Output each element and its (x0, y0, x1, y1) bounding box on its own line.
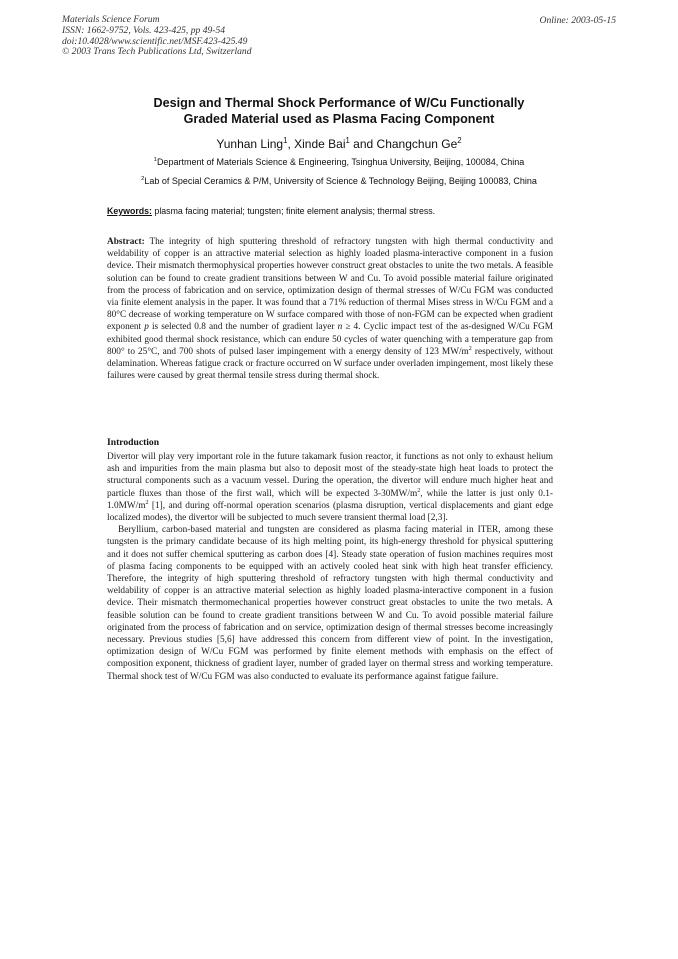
title-line-2: Graded Material used as Plasma Facing Component (183, 111, 495, 126)
affiliation-1-marker: 1 (153, 157, 157, 163)
author-2: Xinde Bai (294, 137, 346, 151)
intro-paragraph-1 (107, 451, 553, 524)
doi-line[interactable]: doi:10.4028/www.scientific.net/MSF.423-425.49 (62, 35, 248, 47)
author-1-affil: 1 (283, 136, 288, 145)
author-3-affil: 2 (457, 136, 462, 145)
intro-paragraph-2: Beryllium, carbon-based material and tungsten are considered as plasma facing material in ITER, among these tungsten is the primary candidate because of its high melting point, its high-energy threshold for physical sputtering and it does not suffer chemical sputtering as carbon does [4]. Steady state operation of fusion machines requires most of plasma facing components to be equipped with an actively cooled heat sink with high heat transfer efficiency. Therefore, the integrity of high sputtering threshold of refractory tungsten with high thermal conductivity and weldability of copper is an attractive material selection as highly loaded plasma-interactive component in a fusion device. Their mismatch thermomechanical properties however construct great obstacles to unite the two metals. A feasible solution can be found to create gradient transitions between W and Cu. To avoid possible material failure originated from the process of fabrication and on service, optimization design of thermal stresses become increasingly necessary. Previous studies [5,6] have addressed this concern from different view of point. In the investigation, optimization design of W/Cu FGM was performed by finite element methods with emphasis on the effect of composition exponent, thickness of gradient layer, number of graded layer on thermal stress and working temperature. Thermal shock test of W/Cu FGM was also conducted to evaluate its performance against fatigue failure. (107, 525, 553, 682)
issn-line: ISSN: 1662-9752, Vols. 423-425, pp 49-54 (62, 24, 226, 36)
journal-name: Materials Science Forum (62, 14, 160, 25)
author-list (100, 137, 578, 151)
keywords-text: plasma facing material; tungsten; finite element analysis; thermal stress. (151, 206, 436, 216)
abstract-label: Abstract: (107, 237, 145, 247)
copyright-line: © 2003 Trans Tech Publications Ltd, Switzerland (62, 46, 252, 58)
author-separator-1: , (287, 137, 295, 151)
keywords (107, 206, 435, 216)
affiliation-2-marker: 2 (141, 176, 145, 182)
author-1: Yunhan Ling (216, 137, 284, 151)
title-line-1: Design and Thermal Shock Performance of W/Cu Functionally (153, 96, 525, 110)
abstract-text-2: is selected 0.8 and the number of gradient layer (148, 322, 338, 333)
affiliation-2-text: Lab of Special Ceramics & P/M, University of Science & Technology Beijing, Beijing 100083, China (144, 176, 537, 186)
online-date: Online: 2003-05-15 (539, 15, 616, 26)
author-separator-2: and (349, 137, 377, 151)
intro-p1-text-a: Divertor will play very important role in the future takamark fusion reactor, it functions as not only to exhaust helium ash and impurities from the main plasma but also to deposit most of the steady-state high heat loads to protect the structural components such as a vacuum vessel. During the operation, the divertor will endure much higher heat and particle fluxes than those of the first wall, which will be expected 3-30MW/m (107, 452, 553, 499)
abstract (107, 236, 553, 382)
author-2-affil: 1 (345, 136, 350, 145)
paper-title (100, 96, 578, 127)
abstract-text-3: ≥ 4. Cyclic impact test of the as-designed W/Cu FGM exhibited good thermal shock resistance, which can endure 50 cycles of water quenching with a temperature gap from 800° to 25°C, and 700 shots of pulsed laser impingement with a energy density of 123 MW/m (107, 322, 553, 357)
affiliation-1 (90, 157, 588, 167)
intro-p1-sup-1: 2 (417, 487, 421, 494)
introduction-body (107, 451, 553, 683)
section-heading-introduction: Introduction (107, 437, 160, 448)
abstract-text-4: respectively, without delamination. Whereas fatigue crack or fracture occurred on W surface under overladen impingement, most likely these failures were caused by great thermal tensile stress during thermal shock. (107, 346, 553, 382)
abstract-sup: 2 (468, 345, 472, 352)
intro-p1-text-b: , while the latter is just only 0.1-1.0MW/m (107, 488, 553, 511)
abstract-var-p: p (144, 322, 149, 333)
journal-header (62, 15, 252, 58)
keywords-label: Keywords: (107, 206, 152, 216)
intro-p1-text-c: [1], and during off-normal operation scenarios (plasma disruption, vertical displacements and giant edge localized modes), the divertor will be subjected to much severe transient thermal load [2,3]. (107, 500, 553, 524)
affiliation-2 (90, 176, 588, 186)
abstract-var-n: n (337, 322, 343, 333)
intro-p1-sup-2: 2 (145, 499, 149, 506)
author-3: Changchun Ge (376, 137, 458, 151)
affiliation-1-text: Department of Materials Science & Engineering, Tsinghua University, Beijing, 100084, China (156, 157, 525, 167)
abstract-text-1: The integrity of high sputtering threshold of refractory tungsten with high thermal conductivity and weldability of copper is an attractive material selection as highly loaded plasma-interactive component in a fusion device. Their mismatch thermophysical properties however construct great obstacles to unite the two metals. A feasible solution can be found to create gradient transitions between W and Cu. To avoid possible material failure originated from the process of fabrication and on service, optimization design of thermal stresses of W/Cu FGM was conducted via finite element analysis in the paper. It was found that a 71% reduction of thermal Mises stress in W/Cu FGM and a 80°C decrease of working temperature on W surface compared with those of non-FGM can be expected when gradient exponent (107, 237, 553, 333)
